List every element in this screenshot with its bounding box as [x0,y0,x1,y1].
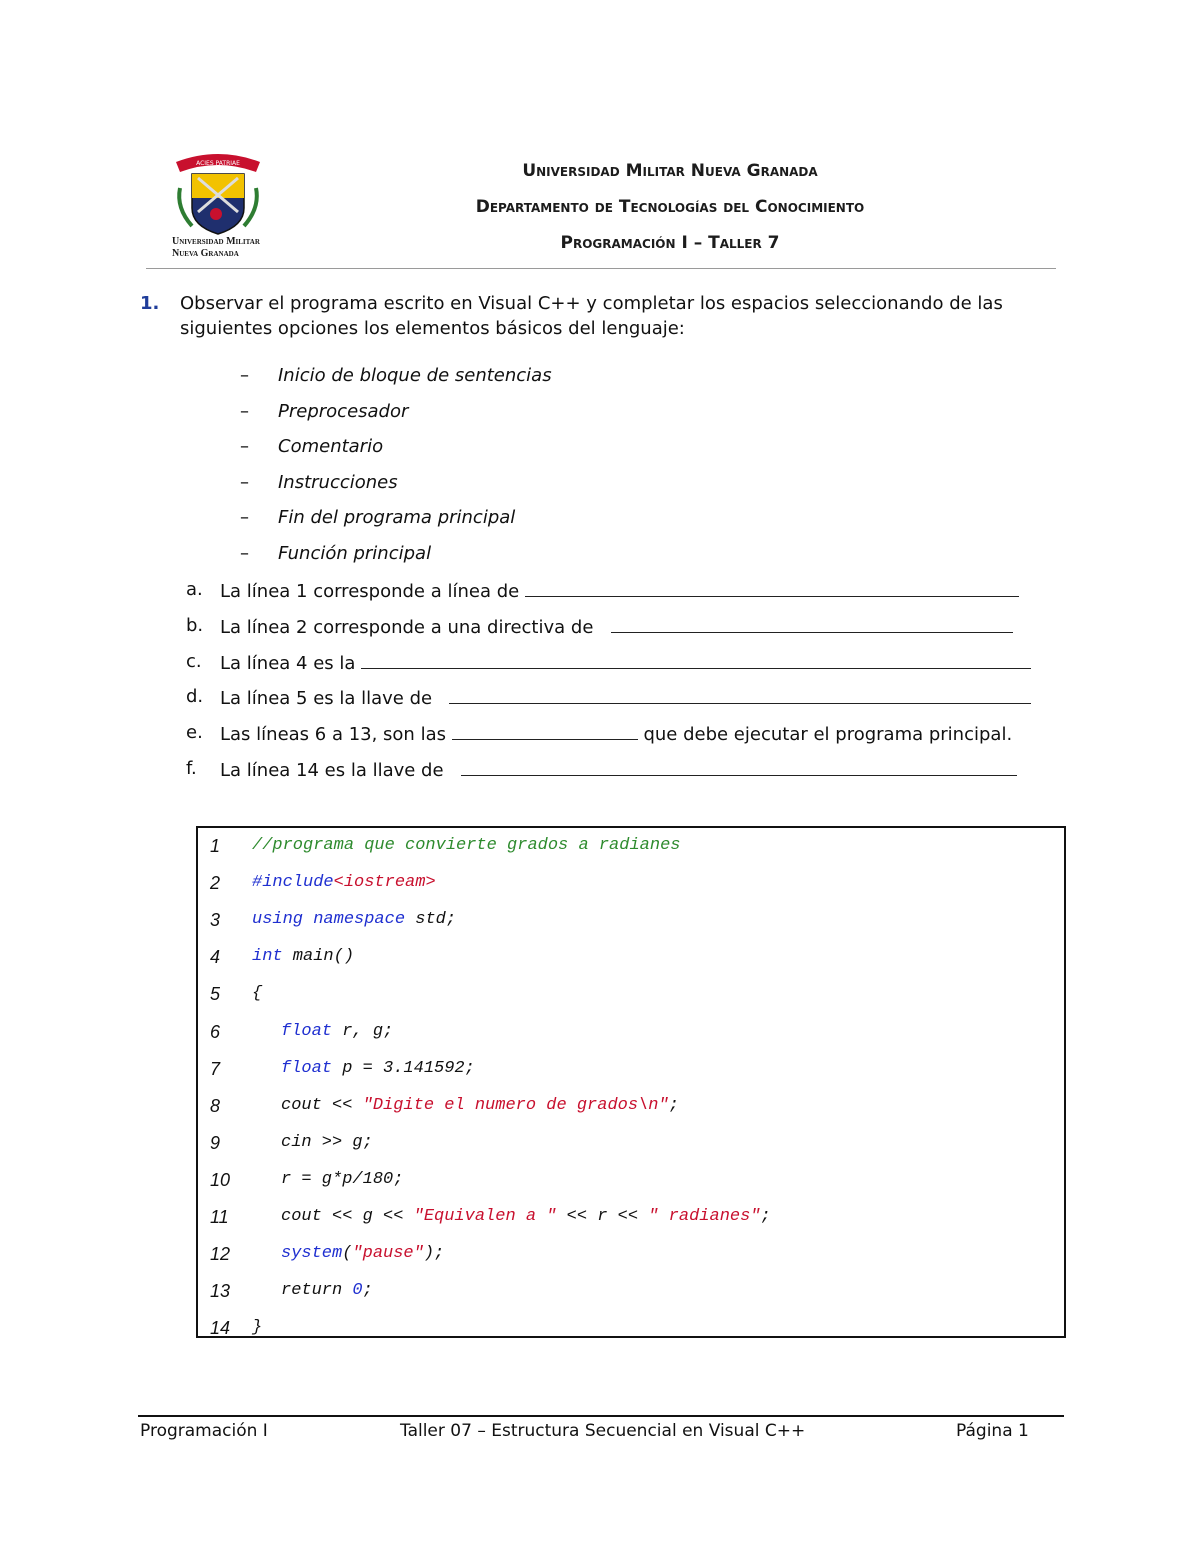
code-token [303,910,313,929]
item-text: La línea 4 es la [220,652,356,674]
code-text [252,908,456,932]
code-text [281,1242,444,1266]
option-text: Inicio de bloque de sentencias [278,365,552,386]
code-token: r = g*p/180; [281,1169,404,1189]
answer-blank[interactable] [452,719,638,740]
code-token: { [252,984,263,1004]
line-number: 11 [210,1207,229,1227]
code-token: int [252,947,283,967]
code-token: std; [405,910,457,930]
item-text: La línea 14 es la llave de [220,759,444,781]
option-item [240,504,552,540]
option-dash: – [240,471,249,493]
code-text [281,1094,679,1118]
code-token: "Equivalen a " [413,1207,557,1226]
code-token: cout << [281,1095,363,1115]
footer-title: Taller 07 – Estructura Secuencial en Visual C++ [400,1421,806,1441]
code-token: ; [362,1281,373,1301]
code-text [252,945,354,969]
answer-blank[interactable] [461,755,1017,776]
option-text: Comentario [278,436,384,457]
item-text: Las líneas 6 a 13, son las [220,724,446,746]
code-token: float [281,1021,333,1041]
item-text: La línea 2 corresponde a una directiva de [220,616,594,638]
line-number: 5 [210,984,221,1005]
question-text: Observar el programa escrito en Visual C++ y completar los espacios seleccionando de las siguientes opciones los elementos básicos del lenguaje: [180,293,1003,339]
code-token: << r << [556,1207,649,1226]
item-text: La línea 1 corresponde a línea de [220,581,520,602]
code-text [252,982,262,1006]
document-header [290,158,1050,266]
item-label: e. [186,722,203,744]
line-number: 1 [210,836,221,856]
line-number: 12 [210,1244,231,1265]
code-token: "Digite el numero de grados\n" [362,1095,669,1115]
fill-item-d [186,683,1066,719]
footer-page-number: Página 1 [956,1421,1029,1441]
answer-blank[interactable] [361,648,1031,669]
footer-course: Programación I [140,1421,268,1441]
answer-blank[interactable] [525,576,1019,597]
line-number: 6 [210,1021,221,1042]
answer-blank[interactable] [611,612,1013,633]
code-text [281,1020,393,1044]
code-text [281,1057,475,1081]
option-dash: – [240,507,249,528]
option-dash: – [240,436,249,457]
item-label: c. [186,650,202,672]
code-token: ); [423,1244,445,1264]
logo-caption-line-1: Universidad Militar [172,236,260,247]
course-title: Programación I – Taller 7 [560,233,780,253]
line-number: 13 [210,1281,231,1302]
option-item [240,362,552,398]
question-number: 1. [140,293,160,314]
code-token: ; [760,1207,771,1226]
option-dash: – [240,542,249,564]
item-label: b. [186,614,204,636]
code-text [252,834,680,858]
footer-divider [138,1415,1064,1417]
code-token: cin >> g; [281,1132,373,1152]
fill-item-e [186,719,1066,755]
line-number: 3 [210,910,221,931]
code-token: r, g; [332,1021,394,1041]
code-token: ; [668,1095,679,1115]
code-token: 0 [352,1281,363,1301]
item-label: f. [186,757,197,779]
line-number: 4 [210,947,221,968]
code-text [281,1131,373,1155]
code-token: } [252,1318,263,1338]
code-token: "pause" [352,1244,424,1264]
option-item [240,540,552,576]
line-number: 8 [210,1095,221,1116]
code-token: p = 3.141592; [332,1058,475,1078]
code-text [281,1205,771,1229]
option-item [240,398,552,434]
option-dash: – [240,400,249,422]
code-token: namespace [313,910,406,930]
item-label: a. [186,579,203,600]
code-token: #include [252,873,334,893]
code-token: cout << g << [281,1207,414,1226]
fill-in-items [186,576,1066,791]
code-token: using [252,910,304,930]
option-text: Preprocesador [278,400,409,422]
line-number: 9 [210,1132,221,1153]
code-text [281,1279,373,1303]
line-number: 10 [210,1169,231,1190]
answer-blank[interactable] [449,683,1031,704]
option-text: Función principal [278,542,432,564]
fill-item-f [186,755,1066,791]
code-token: system [281,1244,343,1264]
code-token: //programa que convierte grados a radianes [252,836,681,855]
code-token: <iostream> [333,873,436,893]
header-divider [146,268,1056,269]
option-item [240,469,552,505]
department-name: Departamento de Tecnologías del Conocimiento [475,197,865,217]
item-text-after: que debe ejecutar el programa principal. [643,724,1013,746]
fill-item-a [186,576,1066,612]
university-name: Universidad Militar Nueva Granada [522,161,818,181]
fill-item-b [186,612,1066,648]
logo-caption [172,236,272,260]
item-label: d. [186,686,204,708]
line-number: 2 [210,873,221,894]
code-token: ( [342,1244,353,1264]
code-token: " radianes" [648,1207,761,1226]
option-text: Fin del programa principal [278,507,516,528]
code-text [281,1168,403,1192]
code-token: main() [282,947,355,967]
option-text: Instrucciones [278,471,398,493]
code-token: float [281,1058,333,1078]
item-text: La línea 5 es la llave de [220,688,433,710]
line-number: 7 [210,1058,221,1079]
logo-caption-line-2: Nueva Granada [172,248,239,259]
option-item [240,433,552,469]
fill-item-c [186,648,1066,684]
code-text [252,1316,262,1340]
line-number: 14 [210,1318,231,1339]
code-text [252,871,436,895]
options-list [240,362,552,575]
option-dash: – [240,365,249,386]
logo-motto: ACIES PATRIAE [196,160,240,167]
code-listing [196,826,1066,1338]
code-token: return [281,1281,353,1301]
